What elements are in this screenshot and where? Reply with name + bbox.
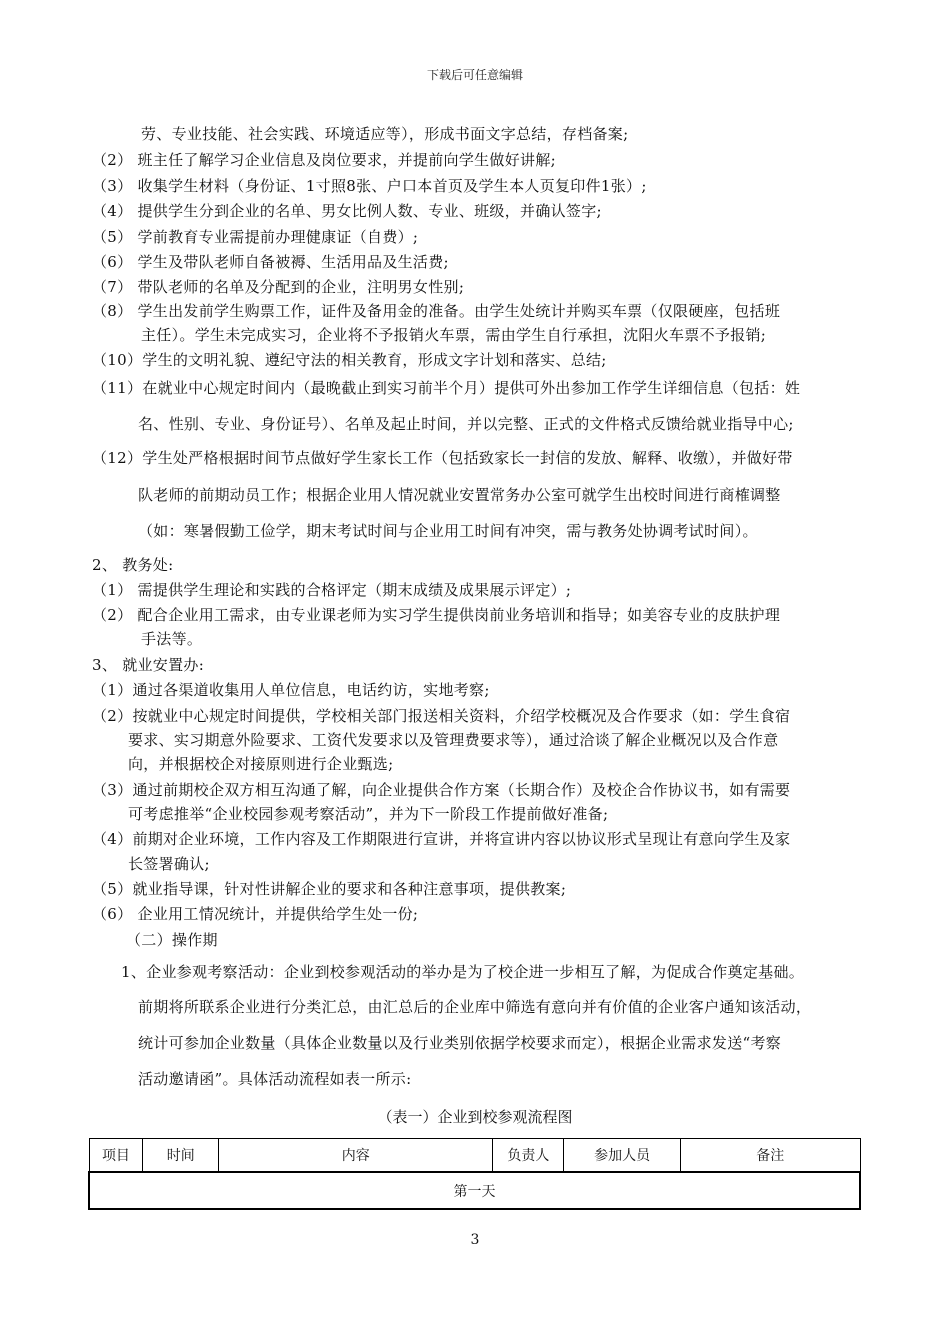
page-header: 下载后可任意编辑 <box>426 68 523 82</box>
text-line: 手法等。 <box>141 630 203 648</box>
text-line: 名、性别、专业、身份证号）、名单及起止时间，并以完整、正式的文件格式反馈给就业指导中心; <box>138 415 794 433</box>
text-line: （1）通过各渠道收集用人单位信息，电话约访，实地考察; <box>92 681 490 699</box>
text-line: （3）通过前期校企双方相互沟通了解，向企业提供合作方案（长期合作）及校企合作协议书，如有需要 <box>92 781 791 799</box>
table-caption: （表一）企业到校参观流程图 <box>377 1108 573 1126</box>
text-line: 1、企业参观考察活动：企业到校参观活动的举办是为了校企进一步相互了解，为促成合作奠定基础。 <box>121 963 805 981</box>
text-line: （如：寒暑假勤工俭学，期末考试时间与企业用工时间有冲突，需与教务处协调考试时间）。 <box>138 522 758 540</box>
section-heading: （二）操作期 <box>126 931 218 949</box>
text-line: （3） 收集学生材料（身份证、1寸照8张、户口本首页及学生本人页复印件1张）; <box>92 177 647 195</box>
text-line: （2） 班主任了解学习企业信息及岗位要求，并提前向学生做好讲解; <box>92 151 556 169</box>
day-label: 第一天 <box>89 1172 860 1209</box>
text-line: （11）在就业中心规定时间内（最晚截止到实习前半个月）提供可外出参加工作学生详细信息（包括：姓 <box>92 379 801 397</box>
section-heading: 3、 就业安置办: <box>92 656 205 674</box>
text-line: 统计可参加企业数量（具体企业数量以及行业类别依据学校要求而定），根据企业需求发送“考察 <box>138 1034 782 1052</box>
text-line: （5）就业指导课，针对性讲解企业的要求和各种注意事项，提供教案; <box>92 880 567 898</box>
column-header: 内容 <box>219 1139 493 1173</box>
visit-flow-table <box>88 1138 861 1210</box>
text-line: （12）学生处严格根据时间节点做好学生家长工作（包括致家长一封信的发放、解释、收缴），并做好带 <box>92 449 793 467</box>
text-line: 要求、实习期意外险要求、工资代发要求以及管理费要求等），通过洽谈了解企业概况以及合作意 <box>128 731 779 749</box>
column-header: 项目 <box>89 1139 143 1173</box>
text-line: （1） 需提供学生理论和实践的合格评定（期末成绩及成果展示评定）; <box>92 581 572 599</box>
text-line: （4） 提供学生分到企业的名单、男女比例人数、专业、班级，并确认签字; <box>92 202 602 220</box>
text-line: （8） 学生出发前学生购票工作，证件及备用金的准备。由学生处统计并购买车票（仅限硬座，包括班 <box>92 302 781 320</box>
text-line: （7） 带队老师的名单及分配到的企业，注明男女性别; <box>92 278 465 296</box>
text-line: （2）按就业中心规定时间提供，学校相关部门报送相关资料，介绍学校概况及合作要求（如：学生食宿 <box>92 707 791 725</box>
text-line: （5） 学前教育专业需提前办理健康证（自费）; <box>92 228 419 246</box>
text-line: 活动邀请函”。具体活动流程如表一所示: <box>138 1070 412 1088</box>
table-row <box>89 1172 860 1209</box>
text-line: （4）前期对企业环境，工作内容及工作期限进行宣讲，并将宣讲内容以协议形式呈现让有意向学生及家 <box>92 830 791 848</box>
table-header-row <box>89 1139 860 1173</box>
text-line: 长签署确认; <box>128 855 210 873</box>
column-header: 时间 <box>143 1139 219 1173</box>
text-line: （6） 学生及带队老师自备被褥、生活用品及生活费; <box>92 253 449 271</box>
text-line: （6） 企业用工情况统计，并提供给学生处一份; <box>92 905 419 923</box>
page-number: 3 <box>470 1232 480 1248</box>
column-header: 参加人员 <box>564 1139 681 1173</box>
column-header: 备注 <box>680 1139 860 1173</box>
text-line: 前期将所联系企业进行分类汇总，由汇总后的企业库中筛选有意向并有价值的企业客户通知该活动， <box>138 998 812 1016</box>
section-heading: 2、 教务处: <box>92 556 174 574</box>
text-line: 可考虑推举“企业校园参观考察活动”，并为下一阶段工作提前做好准备; <box>128 805 609 823</box>
text-line: 主任）。学生未完成实习，企业将不予报销火车票，需由学生自行承担，沈阳火车票不予报销; <box>141 326 767 344</box>
text-line: 向，并根据校企对接原则进行企业甄选; <box>128 755 394 773</box>
text-line: （10）学生的文明礼貌、遵纪守法的相关教育，形成文字计划和落实、总结; <box>92 351 607 369</box>
column-header: 负责人 <box>493 1139 564 1173</box>
text-line: （2） 配合企业用工需求，由专业课老师为实习学生提供岗前业务培训和指导；如美容专业的皮肤护理 <box>92 606 781 624</box>
text-line: 队老师的前期动员工作；根据企业用人情况就业安置常务办公室可就学生出校时间进行商榷调整 <box>138 486 781 504</box>
text-line: 劳、专业技能、社会实践、环境适应等），形成书面文字总结，存档备案; <box>141 125 629 143</box>
